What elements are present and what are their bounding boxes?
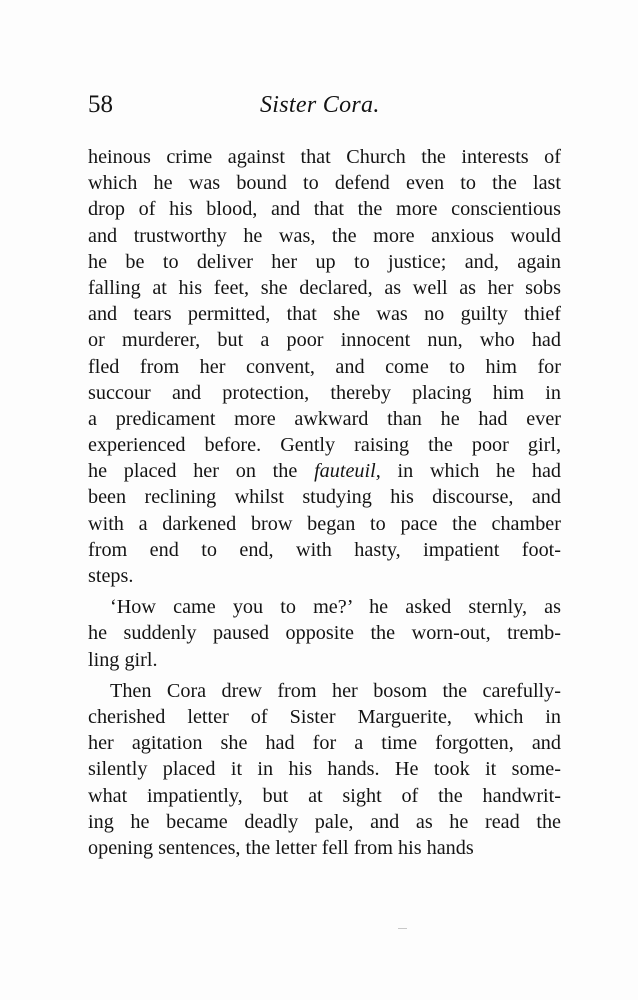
text-line: falling at his feet, she declared, as well as her sobs [88,276,561,299]
text-line: ling girl. [88,648,158,671]
text-line: fled from her convent, and come to him for [88,355,561,378]
text-line: or murderer, but a poor innocent nun, who had [88,329,561,352]
text-line: succour and protection, thereby placing him in [88,381,561,404]
text-line: heinous crime against that Church the interests of [88,146,561,168]
text-line: experienced before. Gently raising the poor girl, [88,434,561,457]
running-head [88,88,560,122]
text-run: he placed her on the [88,460,315,483]
text-run: in which he had [380,460,561,483]
text-line: a predicament more awkward than he had ever [88,407,561,430]
italic-word: fauteuil, [314,460,381,483]
text-line: he suddenly paused opposite the worn-out, tremb- [88,622,561,645]
text-line [88,458,561,484]
text-line: from end to end, with hasty, impatient foot- [88,538,561,561]
text-line: silently placed it in his hands. He took it some- [88,758,561,781]
paragraph [88,144,561,589]
running-title: Sister Cora. [260,92,380,118]
text-line: and tears permitted, that she was no guilty thief [88,303,561,326]
text-line: which he was bound to defend even to the last [88,172,561,195]
text-line: been reclining whilst studying his discourse, and [88,486,561,509]
text-line: with a darkened brow began to pace the chamber [88,512,561,535]
text-line: drop of his blood, and that the more conscientious [88,198,561,221]
printer-mark [398,928,407,929]
text-line: Then Cora drew from her bosom the carefully- [110,679,561,702]
text-line: what impatiently, but at sight of the handwrit- [88,784,561,807]
text-line: and trustworthy he was, the more anxious would [88,224,561,247]
text-line: opening sentences, the letter fell from his hands [88,836,474,859]
paragraph [88,594,561,673]
text-line: cherished letter of Sister Marguerite, which in [88,705,561,728]
text-line: steps. [88,565,134,587]
paragraph [88,678,561,861]
text-line: her agitation she had for a time forgotten, and [88,732,561,755]
text-line: he be to deliver her up to justice; and, again [88,250,561,273]
page-number: 58 [88,91,113,118]
text-line: ‘How came you to me?’ he asked sternly, as [110,596,561,619]
body-text [88,144,561,861]
text-line: ing he became deadly pale, and as he read the [88,810,561,833]
